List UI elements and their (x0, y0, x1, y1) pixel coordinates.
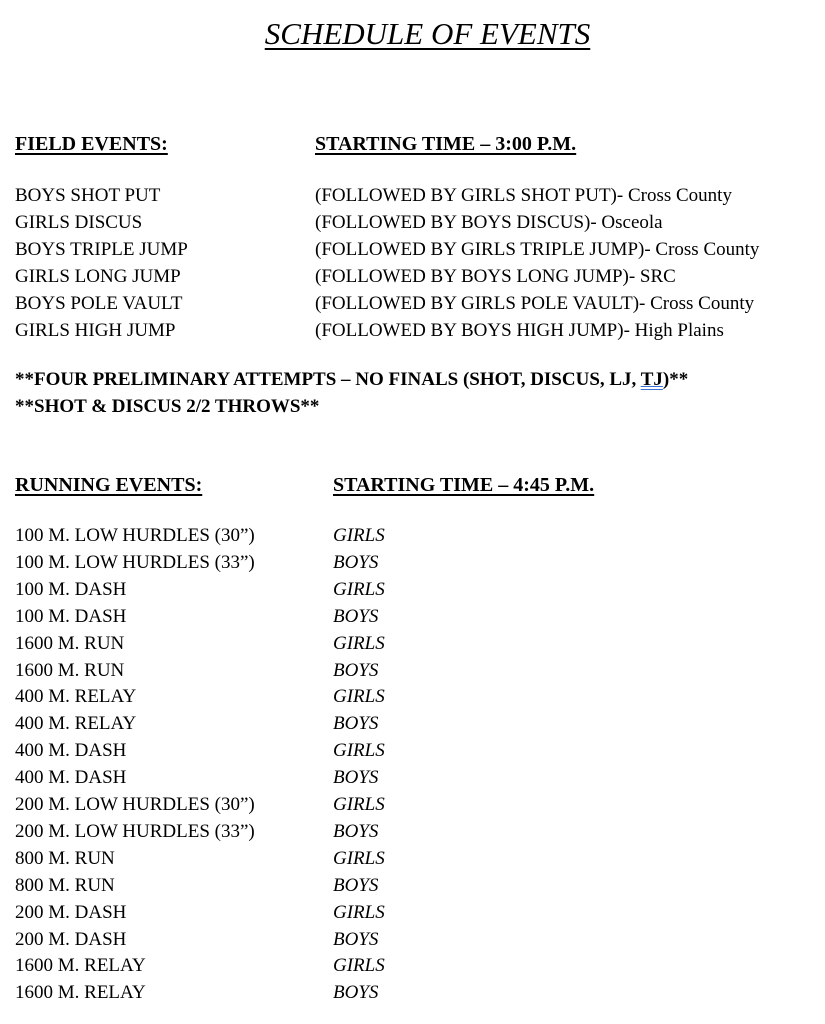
event-gender: GIRLS (333, 525, 385, 546)
event-name: 1600 M. RUN (15, 632, 125, 654)
event-name: 1600 M. RELAY (15, 955, 146, 977)
event-gender: GIRLS (333, 740, 385, 762)
running-events-heading: RUNNING EVENTS: (15, 474, 203, 496)
event-gender: GIRLS (333, 794, 385, 815)
event-name: 100 M. DASH (15, 605, 127, 627)
event-gender: GIRLS (333, 686, 385, 708)
event-gender: BOYS (333, 928, 379, 950)
event-name: 400 M. RELAY (15, 686, 137, 708)
event-name: 200 M. LOW HURDLES (30”) (15, 794, 255, 815)
event-gender: BOYS (333, 767, 379, 789)
event-name: GIRLS DISCUS (15, 212, 143, 233)
event-name: 400 M. RELAY (15, 713, 137, 735)
event-name: 200 M. DASH (15, 901, 127, 923)
event-name: BOYS SHOT PUT (15, 185, 161, 206)
event-name: 800 M. RUN (15, 874, 115, 896)
event-name: 400 M. DASH (15, 740, 127, 762)
event-gender: BOYS (333, 982, 379, 1004)
running-start-time: STARTING TIME – 4:45 P.M. (333, 474, 595, 496)
note-text: **FOUR PRELIMINARY ATTEMPTS – NO FINALS (SHOT, DISCUS, LJ, (15, 369, 641, 390)
event-detail: (FOLLOWED BY GIRLS TRIPLE JUMP)- Cross County (315, 239, 760, 260)
event-gender: BOYS (333, 713, 379, 735)
event-gender: GIRLS (333, 632, 385, 654)
event-detail: (FOLLOWED BY GIRLS SHOT PUT)- Cross County (315, 185, 732, 206)
field-start-time: STARTING TIME – 3:00 P.M. (315, 133, 577, 155)
field-events-heading: FIELD EVENTS: (15, 133, 168, 155)
event-name: 200 M. LOW HURDLES (33”) (15, 820, 255, 842)
event-gender: GIRLS (333, 901, 385, 923)
note-text-end: )** (662, 369, 689, 390)
event-name: 1600 M. RELAY (15, 982, 146, 1004)
note-throws: **SHOT & DISCUS 2/2 THROWS** (15, 396, 320, 417)
event-name: 1600 M. RUN (15, 659, 125, 681)
event-name: 800 M. RUN (15, 847, 115, 869)
event-detail: (FOLLOWED BY BOYS DISCUS)- Osceola (315, 212, 663, 233)
event-name: 100 M. LOW HURDLES (33”) (15, 551, 255, 573)
event-name: GIRLS LONG JUMP (15, 266, 181, 287)
event-detail: (FOLLOWED BY GIRLS POLE VAULT)- Cross County (315, 293, 755, 314)
event-gender: BOYS (333, 820, 379, 842)
event-detail: (FOLLOWED BY BOYS LONG JUMP)- SRC (315, 266, 676, 287)
event-gender: GIRLS (333, 847, 385, 869)
event-detail: (FOLLOWED BY BOYS HIGH JUMP)- High Plains (315, 320, 724, 341)
event-name: BOYS TRIPLE JUMP (15, 239, 188, 260)
event-name: 200 M. DASH (15, 928, 127, 950)
page-title: SCHEDULE OF EVENTS (264, 16, 591, 51)
note-tj-link: TJ (640, 369, 663, 390)
event-name: 100 M. DASH (15, 578, 127, 600)
event-gender: GIRLS (333, 955, 385, 977)
event-name: GIRLS HIGH JUMP (15, 320, 176, 341)
event-name: 100 M. LOW HURDLES (30”) (15, 525, 255, 546)
event-gender: BOYS (333, 659, 379, 681)
event-name: BOYS POLE VAULT (15, 293, 183, 314)
event-gender: BOYS (333, 605, 379, 627)
event-gender: GIRLS (333, 578, 385, 600)
note-preliminary-attempts (15, 369, 688, 391)
event-gender: BOYS (333, 874, 379, 896)
event-name: 400 M. DASH (15, 767, 127, 789)
event-gender: BOYS (333, 551, 379, 573)
